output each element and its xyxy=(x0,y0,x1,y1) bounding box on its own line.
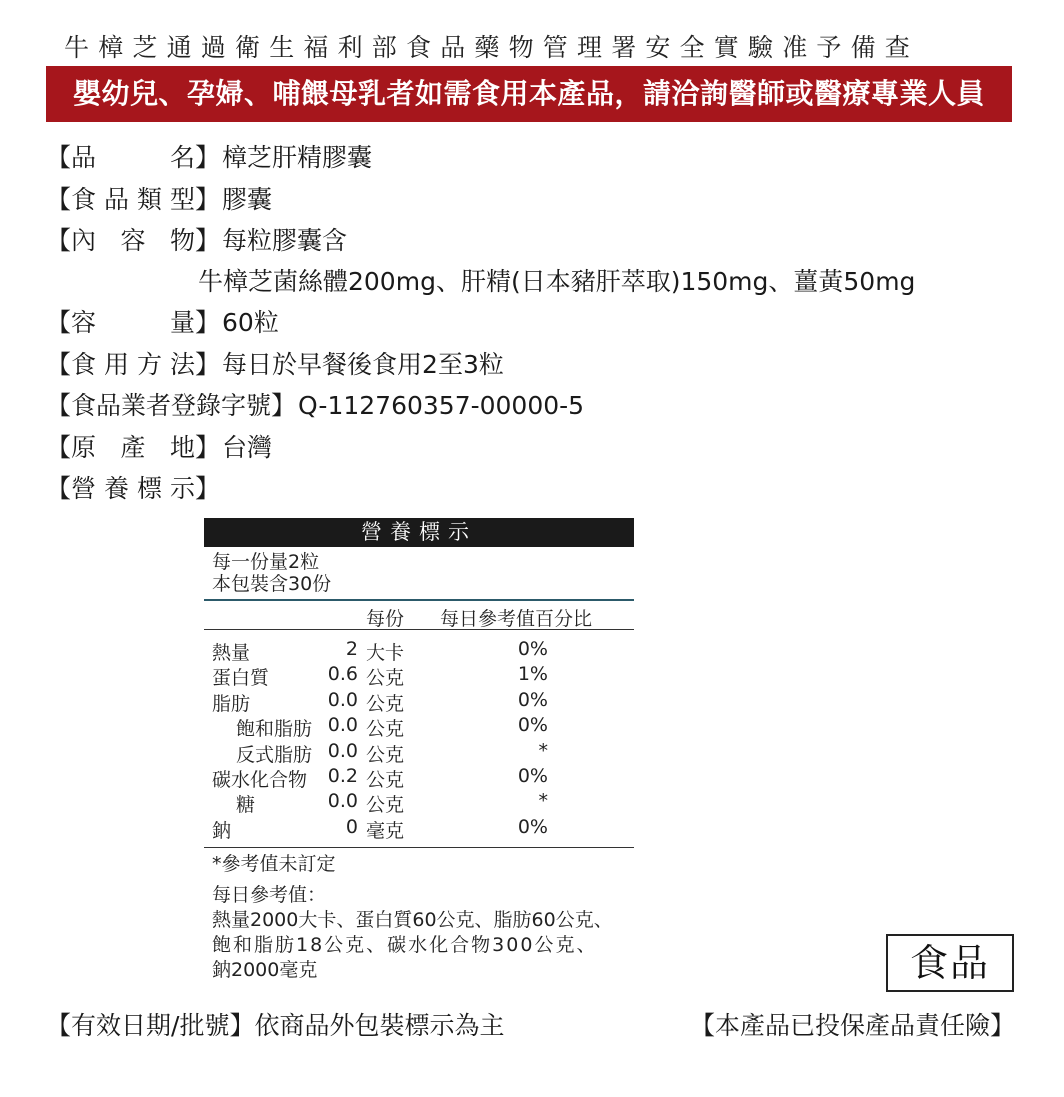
nutrient-pct: 0% xyxy=(517,764,548,787)
nutrient-pct: 0% xyxy=(517,638,548,660)
daily-ref-title: 每日參考值： xyxy=(212,884,327,907)
bracket-open: 【 xyxy=(46,474,72,503)
bracket-close: 】 xyxy=(195,143,221,172)
footnote: *參考值未訂定 xyxy=(212,853,336,876)
info-capacity xyxy=(46,303,279,339)
nutrient-name: 飽和脂肪 xyxy=(236,718,313,741)
bracket-close: 】 xyxy=(195,185,221,214)
table-row xyxy=(204,689,634,714)
bracket-open: 【 xyxy=(46,143,72,172)
bracket-open: 【 xyxy=(46,308,72,337)
info-label: 容量 xyxy=(71,308,196,337)
info-value: 台灣 xyxy=(222,433,273,462)
bracket-open: 【 xyxy=(46,185,72,214)
bracket-open: 【 xyxy=(46,433,72,462)
insurance-text: 本產品已投保產品責任險 xyxy=(715,1011,991,1040)
bracket-close: 】 xyxy=(195,226,221,255)
nutrient-name: 蛋白質 xyxy=(212,667,270,690)
nutrient-amount: 2 xyxy=(345,638,358,660)
daily-ref-line: 熱量2000大卡、蛋白質60公克、脂肪60公克、 xyxy=(212,909,613,932)
bracket-close: 】 xyxy=(195,433,221,462)
table-row xyxy=(204,765,634,790)
bracket-close: 】 xyxy=(195,350,221,379)
nutrient-unit: 大卡 xyxy=(366,642,405,664)
info-value: 60粒 xyxy=(222,308,279,337)
col-per-serving: 每份 xyxy=(366,608,405,630)
bracket-open: 【 xyxy=(690,1011,716,1040)
bracket-close: 】 xyxy=(195,474,221,503)
nutrition-rows xyxy=(204,630,634,841)
info-usage xyxy=(46,345,504,381)
nutrient-amount: 0.0 xyxy=(327,739,358,762)
info-label: 品名 xyxy=(71,143,196,172)
nutrition-title: 營養標示 xyxy=(204,518,634,547)
nutrient-pct: 1% xyxy=(517,663,548,686)
info-nutrition-label xyxy=(46,469,220,505)
nutrient-pct: 0% xyxy=(517,815,548,838)
info-contents xyxy=(46,221,347,257)
nutrient-unit: 公克 xyxy=(366,768,405,791)
info-food-type xyxy=(46,180,272,216)
table-row xyxy=(204,816,634,841)
table-row xyxy=(204,663,634,688)
expiry-label: 有效日期/批號 xyxy=(71,1011,230,1040)
approval-statement: 牛樟芝通過衛生福利部食品藥物管理署安全實驗准予備查 xyxy=(64,33,920,62)
bracket-open: 【 xyxy=(46,1011,72,1040)
bracket-open: 【 xyxy=(46,391,72,420)
info-label: 食品業者登錄字號 xyxy=(71,391,272,420)
daily-ref-line: 飽和脂肪18公克、碳水化合物300公克、 xyxy=(212,934,598,957)
info-value: Q-112760357-00000-5 xyxy=(298,391,585,420)
nutrient-name: 反式脂肪 xyxy=(236,743,313,766)
nutrient-unit: 公克 xyxy=(366,692,405,715)
info-registration xyxy=(46,386,584,422)
info-origin xyxy=(46,428,272,464)
nutrient-amount: 0.0 xyxy=(327,688,358,711)
serving-info xyxy=(204,547,634,595)
nutrient-amount: 0.2 xyxy=(327,764,358,787)
nutrient-name: 糖 xyxy=(236,794,256,817)
info-label: 食品類型 xyxy=(71,185,196,214)
expiry-info xyxy=(46,1006,504,1042)
bracket-close: 】 xyxy=(195,308,221,337)
nutrient-name: 脂肪 xyxy=(212,692,251,715)
nutrient-unit: 公克 xyxy=(366,718,405,741)
info-label: 食用方法 xyxy=(71,350,196,379)
serving-size: 每一份量2粒 xyxy=(212,551,320,573)
nutrient-amount: 0.6 xyxy=(327,663,358,686)
bracket-open: 【 xyxy=(46,226,72,255)
nutrition-footnotes xyxy=(204,847,634,983)
info-label: 原產地 xyxy=(71,433,196,462)
servings-per-pack: 本包裝含30份 xyxy=(212,573,332,595)
ingredients-list: 牛樟芝菌絲體200mg、肝精(日本豬肝萃取)150mg、薑黃50mg xyxy=(198,267,916,296)
bracket-close: 】 xyxy=(229,1011,255,1040)
table-row xyxy=(204,740,634,765)
info-value: 每日於早餐後食用2至3粒 xyxy=(222,350,504,379)
nutrient-name: 鈉 xyxy=(212,819,232,842)
bracket-close: 】 xyxy=(990,1011,1016,1040)
nutrient-pct: 0% xyxy=(517,688,548,711)
info-product-name xyxy=(46,138,372,174)
table-row xyxy=(204,714,634,739)
nutrient-name: 熱量 xyxy=(212,642,251,664)
expiry-value: 依商品外包裝標示為主 xyxy=(254,1011,505,1040)
nutrient-pct: 0% xyxy=(517,714,548,737)
col-daily-pct: 每日參考值百分比 xyxy=(440,608,593,630)
nutrient-unit: 公克 xyxy=(366,667,405,690)
table-row xyxy=(204,790,634,815)
nutrient-amount: 0 xyxy=(345,815,358,838)
nutrient-unit: 公克 xyxy=(366,794,405,817)
info-label: 營養標示 xyxy=(71,474,196,503)
info-value: 樟芝肝精膠囊 xyxy=(222,143,373,172)
nutrient-name: 碳水化合物 xyxy=(212,768,308,791)
warning-banner: 嬰幼兒、孕婦、哺餵母乳者如需食用本產品，請洽詢醫師或醫療專業人員 xyxy=(46,66,1012,122)
food-mark: 食品 xyxy=(886,934,1014,992)
bracket-open: 【 xyxy=(46,350,72,379)
info-label: 內容物 xyxy=(71,226,196,255)
nutrient-pct: * xyxy=(538,790,548,813)
table-row xyxy=(204,638,634,663)
daily-ref-line: 鈉2000毫克 xyxy=(212,959,318,982)
nutrient-pct: * xyxy=(538,739,548,762)
insurance-note xyxy=(690,1006,1015,1042)
nutrient-unit: 毫克 xyxy=(366,819,405,842)
nutrition-header xyxy=(204,601,634,630)
info-value: 每粒膠囊含 xyxy=(222,226,348,255)
info-value: 膠囊 xyxy=(222,185,273,214)
bracket-close: 】 xyxy=(271,391,297,420)
nutrient-unit: 公克 xyxy=(366,743,405,766)
nutrient-amount: 0.0 xyxy=(327,714,358,737)
nutrient-amount: 0.0 xyxy=(327,790,358,813)
nutrition-table xyxy=(204,518,634,983)
